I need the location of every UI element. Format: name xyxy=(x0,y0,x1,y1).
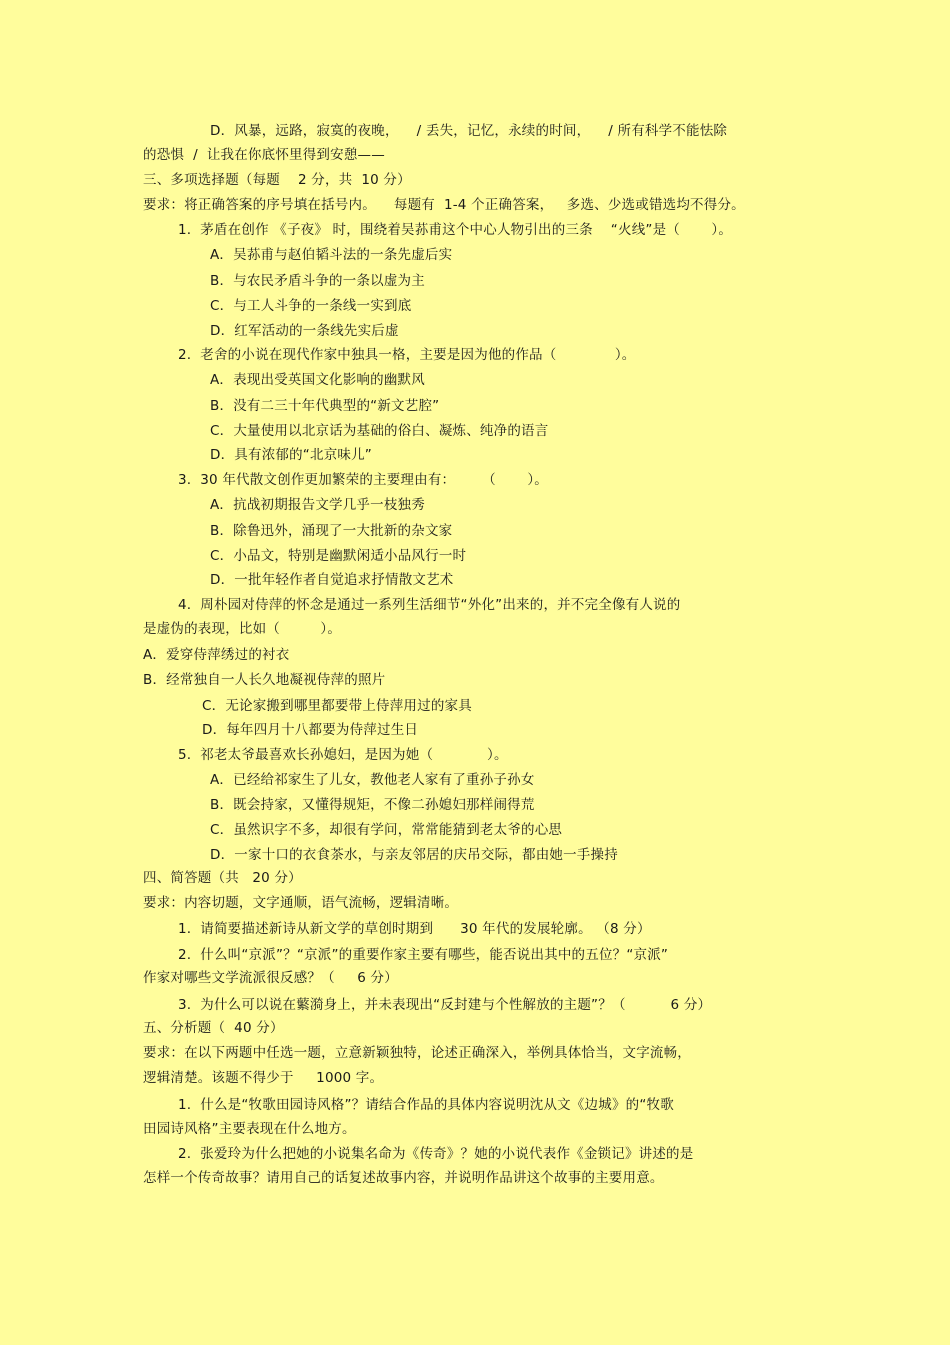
option-3-3-b: B．除鲁迅外，涌现了一大批新的杂文家 xyxy=(210,523,453,539)
option-3-1-a: A．吴荪甫与赵伯韬斗法的一条先虚后实 xyxy=(210,247,453,263)
question-4-2-line2: 作家对哪些文学流派很反感？（ 6 分） xyxy=(143,970,398,986)
option-3-5-d: D．一家十口的衣食茶水，与亲友邻居的庆吊交际，都由她一手操持 xyxy=(210,847,618,863)
question-3-4-line1: 4. 周朴园对侍萍的怀念是通过一系列生活细节“外化”出来的，并不完全像有人说的 xyxy=(178,597,681,613)
question-4-1: 1. 请简要描述新诗从新文学的草创时期到 30 年代的发展轮廓。 （8 分） xyxy=(178,921,651,937)
option-3-4-b: B．经常独自一人长久地凝视侍萍的照片 xyxy=(143,672,386,688)
section-5-requirement-line1: 要求：在以下两题中任选一题，立意新颖独特，论述正确深入，举例具体恰当，文字流畅， xyxy=(143,1045,691,1061)
section-3-heading: 三、多项选择题（每题 2 分，共 10 分） xyxy=(143,172,411,188)
section-3-requirement: 要求：将正确答案的序号填在括号内。 每题有 1-4 个正确答案， 多选、少选或错选均不得分。 xyxy=(143,197,745,213)
question-3-1: 1. 茅盾在创作 《子夜》 时，围绕着吴荪甫这个中心人物引出的三条 “火线”是（ ）。 xyxy=(178,222,733,238)
question-4-2-line1: 2. 什么叫“京派”？“京派”的重要作家主要有哪些，能否说出其中的五位？“京派” xyxy=(178,947,669,963)
question-5-1-line2: 田园诗风格”主要表现在什么地方。 xyxy=(143,1121,356,1137)
option-3-2-d: D．具有浓郁的“北京味儿” xyxy=(210,447,372,463)
option-3-1-d: D．红军活动的一条线先实后虚 xyxy=(210,323,399,339)
option-3-4-d: D．每年四月十八都要为侍萍过生日 xyxy=(202,722,419,738)
option-3-5-c: C．虽然识字不多，却很有学问，常常能猜到老太爷的心思 xyxy=(210,822,563,838)
option-3-4-a: A．爱穿侍萍绣过的衬衣 xyxy=(143,647,290,663)
question-5-2-line1: 2. 张爱玲为什么把她的小说集名命为《传奇》？她的小说代表作《金锁记》讲述的是 xyxy=(178,1146,694,1162)
option-3-2-a: A．表现出受英国文化影响的幽默风 xyxy=(210,372,425,388)
section-5-requirement-line2: 逻辑清楚。该题不得少于 1000 字。 xyxy=(143,1070,384,1086)
option-3-5-a: A．已经给祁家生了儿女，教他老人家有了重孙子孙女 xyxy=(210,772,535,788)
option-3-5-b: B．既会持家，又懂得规矩，不像二孙媳妇那样闹得荒 xyxy=(210,797,535,813)
question-3-5: 5. 祁老太爷最喜欢长孙媳妇，是因为她（ ）。 xyxy=(178,747,508,763)
option-3-2-c: C．大量使用以北京话为基础的俗白、凝炼、纯净的语言 xyxy=(210,423,549,439)
option-3-2-b: B．没有二三十年代典型的“新文艺腔” xyxy=(210,398,440,414)
section-4-requirement: 要求：内容切题，文字通顺，语气流畅，逻辑清晰。 xyxy=(143,895,459,911)
question-4-3: 3. 为什么可以说在蘩漪身上，并未表现出“反封建与个性解放的主题”？（ 6 分） xyxy=(178,997,712,1013)
question-5-2-line2: 怎样一个传奇故事？请用自己的话复述故事内容，并说明作品讲这个故事的主要用意。 xyxy=(143,1170,664,1186)
option-3-3-d: D．一批年轻作者自觉追求抒情散文艺术 xyxy=(210,572,454,588)
poem-option-d-line2: 的恐惧 / 让我在你底怀里得到安憩—— xyxy=(143,147,385,163)
section-4-heading: 四、简答题（共 20 分） xyxy=(143,870,302,886)
question-3-3: 3. 30 年代散文创作更加繁荣的主要理由有： （ ）。 xyxy=(178,472,548,488)
option-3-1-c: C．与工人斗争的一条线一实到底 xyxy=(210,298,412,314)
option-3-1-b: B．与农民矛盾斗争的一条以虚为主 xyxy=(210,273,425,289)
option-3-4-c: C．无论家搬到哪里都要带上侍萍用过的家具 xyxy=(202,698,472,714)
question-3-2: 2. 老舍的小说在现代作家中独具一格，主要是因为他的作品（ ）。 xyxy=(178,347,636,363)
option-3-3-c: C．小品文，特别是幽默闲适小品风行一时 xyxy=(210,548,467,564)
question-5-1-line1: 1. 什么是“牧歌田园诗风格”？请结合作品的具体内容说明沈从文《边城》的“牧歌 xyxy=(178,1097,674,1113)
question-3-4-line2: 是虚伪的表现，比如（ ）。 xyxy=(143,621,342,637)
poem-option-d-line1: D．风暴，远路，寂寞的夜晚， / 丢失，记忆，永续的时间， / 所有科学不能怯除 xyxy=(210,123,728,139)
option-3-3-a: A．抗战初期报告文学几乎一枝独秀 xyxy=(210,497,425,513)
section-5-heading: 五、分析题（ 40 分） xyxy=(143,1020,284,1036)
